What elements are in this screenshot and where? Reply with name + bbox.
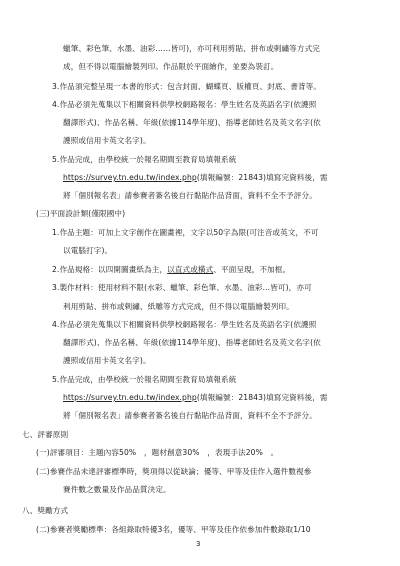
survey-link[interactable]: https://survey.tn.edu.tw/index.php xyxy=(63,393,197,402)
text-line xyxy=(63,173,328,183)
text-line: 成，但不得以電腦繪製列印。作品限於平面繪作，並要為裝訂。 xyxy=(63,62,279,71)
text-span: (填報編號：21843)填寫完資料後，需 xyxy=(196,173,328,182)
text-line: (二)參賽作品未達評審標準時，獎項得以從缺論；優等、甲等及佳作入選件數視參 xyxy=(36,467,312,476)
text-span: (填報編號：21843)填寫完資料後，需 xyxy=(196,393,328,402)
text-line: 1.作品主題：可加上文字創作在圖畫裡，文字以50字為限(可注音或英文，不可 xyxy=(52,228,319,237)
text-line: 4.作品必須先蒐集以下相關資料供學校網路報名：學生姓名及英語名字(依護照 xyxy=(52,320,317,329)
section-heading: 八、獎勵方式 xyxy=(22,506,69,515)
text-line: 蠟筆、彩色筆、水墨、油彩……皆可)，亦可利用剪貼、拼布或剌繡等方式完 xyxy=(63,44,320,53)
text-line: 護照或信用卡英文名字)。 xyxy=(63,356,151,365)
text-line xyxy=(52,265,290,275)
text-line: 3.作品須完整呈現一本書的形式：包含封面、蝴蝶頁、版權頁、封底、書背等。 xyxy=(52,82,322,91)
text-line: 翻譯形式)、作品名稱、年級(依據114學年度)、指導老師姓名及英文名字(依 xyxy=(63,118,321,127)
text-line: 3.製作材料：使用材料不限(水彩、蠟筆、彩色筆、水墨、油彩…皆可)，亦可 xyxy=(52,283,312,292)
text-span: 2.作品規格：以四開圖畫紙為主， xyxy=(52,265,168,274)
text-line: 翻譯形式)、作品名稱、年級(依據114學年度)、指導老師姓名及英文名字(依 xyxy=(63,338,321,347)
text-line: 4.作品必須先蒐集以下相關資料供學校網路報名：學生姓名及英語名字(依護照 xyxy=(52,100,317,109)
underlined-text: 以直式或橫式 xyxy=(167,265,214,274)
text-line: 將「個別報名表」請參賽者簽名後自行黏貼作品背面，資料不全不予評分。 xyxy=(63,411,317,420)
text-line: 利用剪貼、拼布或剌繡、紙雕等方式完成，但不得以電腦繪製列印。 xyxy=(63,302,294,311)
section-heading: (三)平面設計類(僅限國中) xyxy=(36,209,126,218)
text-line: 以電腦打字)。 xyxy=(63,246,113,255)
text-line: 將「個別報名表」請參賽者簽名後自行黏貼作品背面，資料不全不予評分。 xyxy=(63,191,317,200)
text-line xyxy=(63,393,328,403)
text-span: 、平面呈現，不加框。 xyxy=(213,265,291,274)
section-heading: 七、評審原則 xyxy=(22,430,69,439)
text-line: (二)參賽者獎勵標準：各組錄取特優3名，優等、甲等及佳作依參加件數錄取1/10 xyxy=(36,525,311,534)
survey-link[interactable]: https://survey.tn.edu.tw/index.php xyxy=(63,173,197,182)
page-number: 3 xyxy=(196,540,201,548)
text-line: 5.作品完成，由學校統一於報名期間至教育局填報系統 xyxy=(52,155,237,164)
text-line: (一)評審項目：主題內容50% ，題材創意30% ，表現手法20% 。 xyxy=(36,448,279,457)
text-line: 賽件數之數量及作品品質決定。 xyxy=(63,485,171,494)
text-line: 5.作品完成，由學校統一於報名期間至教育局填報系統 xyxy=(52,375,237,384)
text-line: 護照或信用卡英文名字)。 xyxy=(63,136,151,145)
